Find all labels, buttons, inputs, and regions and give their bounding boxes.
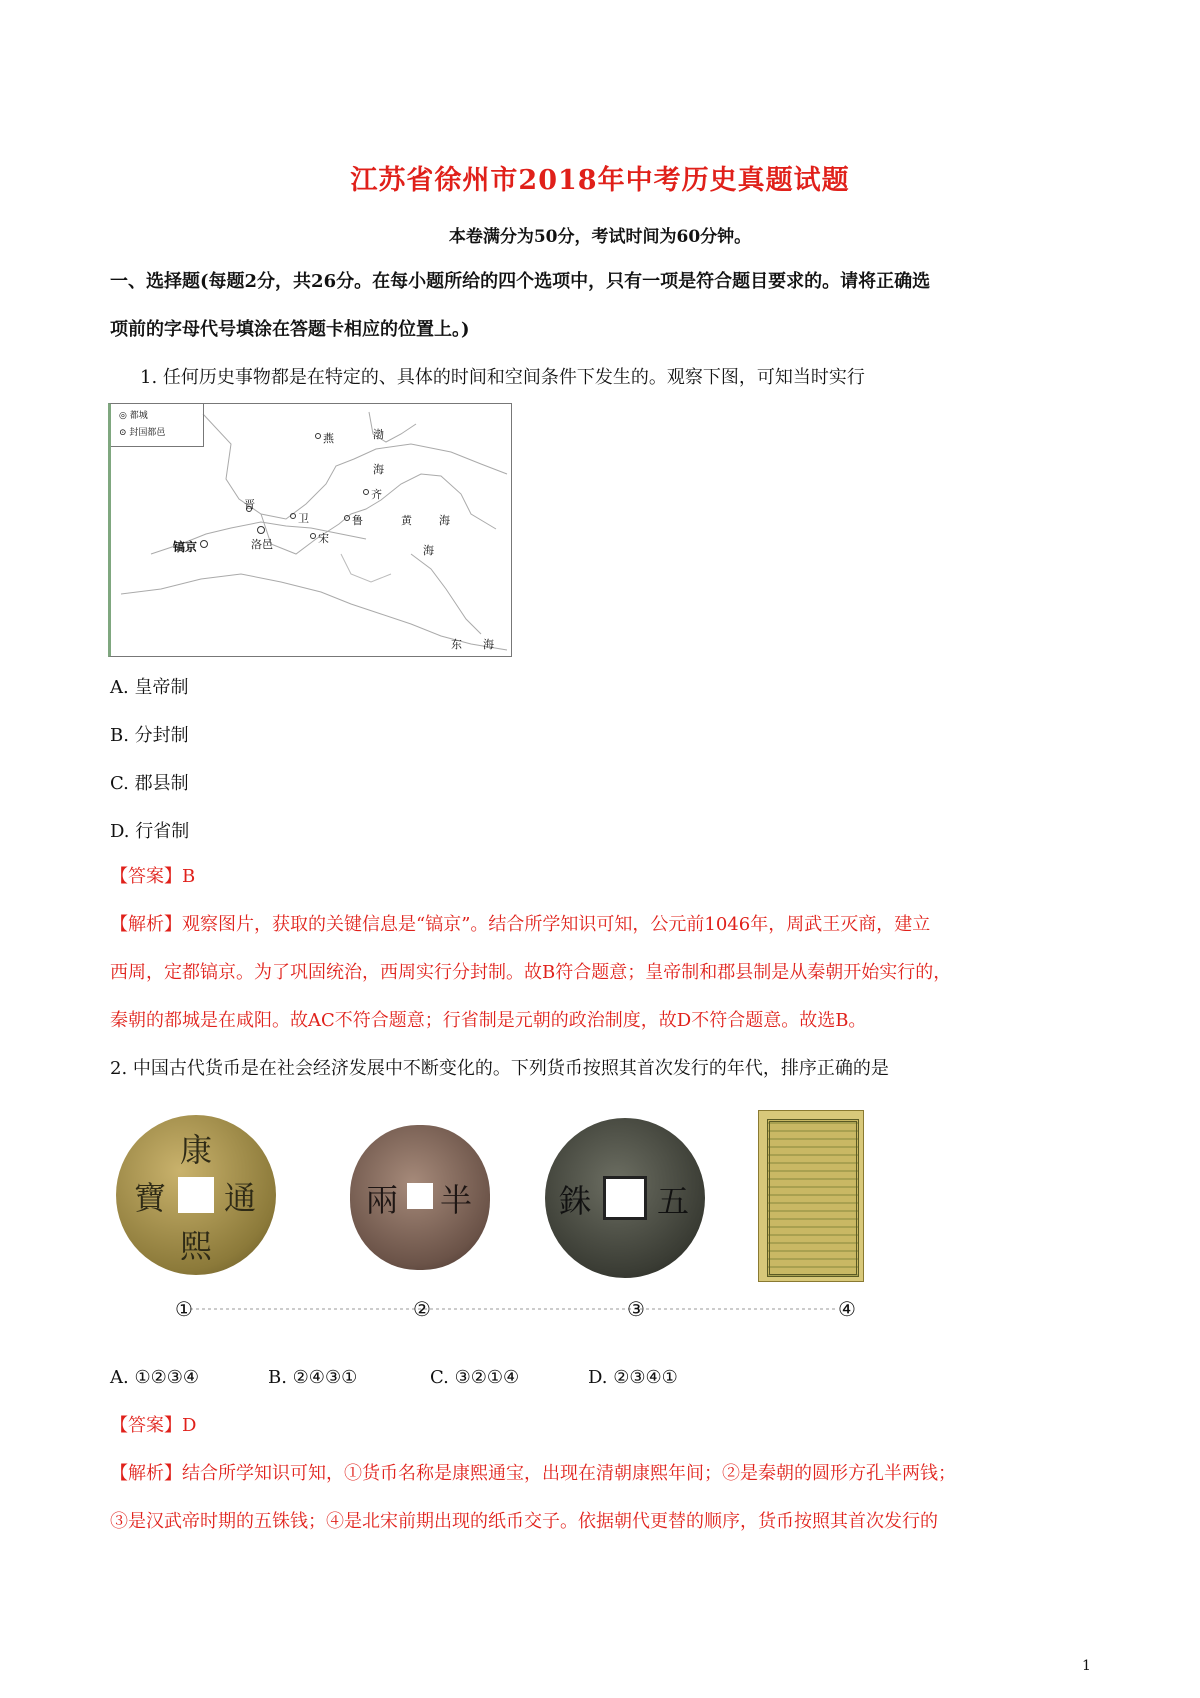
q1-analysis-line-1: 【解析】观察图片，获取的关键信息是“镐京”。结合所学知识可知，公元前1046年，周武王灭商，建立	[110, 914, 931, 935]
coin-char: 銖	[559, 1182, 592, 1220]
image-label-2: ②	[413, 1297, 431, 1321]
map-label: 东	[451, 638, 462, 651]
coin-char: 兩	[366, 1181, 399, 1219]
map-label: 海	[439, 514, 450, 527]
map-label-capital: 镐京	[173, 540, 198, 554]
map-label: 燕	[323, 432, 334, 445]
q2-option-b: B. ②④③①	[268, 1367, 358, 1388]
section-line-2: 项前的字母代号填涂在答题卡相应的位置上。)	[110, 319, 470, 340]
q2-analysis-line-2: ③是汉武帝时期的五铢钱；④是北宋前期出现的纸币交子。依据朝代更替的顺序，货币按照其首次发行的	[110, 1511, 938, 1532]
capital-symbol-icon: ◎	[119, 411, 127, 421]
western-zhou-map	[108, 403, 512, 657]
q2-answer: 【答案】D	[110, 1415, 197, 1436]
section-heading	[110, 258, 1100, 354]
q1-option-d: D. 行省制	[110, 821, 190, 842]
coin-char: 五	[657, 1182, 690, 1220]
q1-option-c: C. 郡县制	[110, 773, 189, 794]
map-label: 海	[483, 638, 494, 651]
q1-analysis-line-2: 西周，定都镐京。为了巩固统治，西周实行分封制。故B符合题意；皇帝制和郡县制是从秦朝开始实行的，	[110, 962, 952, 983]
image-label-1: ①	[175, 1297, 193, 1321]
jiaozi-paper-money-image	[758, 1110, 864, 1282]
q2-analysis-line-1: 【解析】结合所学知识可知，①货币名称是康熙通宝，出现在清朝康熙年间；②是秦朝的圆形方孔半两钱；	[110, 1463, 956, 1484]
wuzhu-coin-image	[545, 1118, 705, 1278]
q1-stem: 1. 任何历史事物都是在特定的、具体的时间和空间条件下发生的。观察下图，可知当时实行	[140, 367, 865, 388]
page-title: 江苏省徐州市2018年中考历史真题试题	[350, 165, 850, 196]
legend-fief-label: 封国都邑	[129, 428, 166, 438]
q1-analysis-line-3: 秦朝的都城是在咸阳。故AC不符合题意；行省制是元朝的政治制度，故D不符合题意。故选B。	[110, 1010, 867, 1031]
image-label-4: ④	[838, 1297, 856, 1321]
kangxi-coin-image	[116, 1115, 276, 1275]
map-label: 鲁	[352, 514, 363, 527]
q2-option-d: D. ②③④①	[588, 1367, 678, 1388]
map-label: 海	[423, 544, 434, 557]
section-line-1: 一、选择题(每题2分，共26分。在每小题所给的四个选项中，只有一项是符合题目要求的。请将正确选	[110, 271, 931, 292]
jiaozi-pattern	[767, 1119, 859, 1277]
coin-char: 熙	[180, 1227, 213, 1265]
coin-hole	[603, 1176, 647, 1220]
map-legend	[111, 404, 204, 447]
coin-char: 半	[440, 1181, 473, 1219]
map-label: 卫	[298, 512, 309, 525]
page-number: 1	[1082, 1658, 1091, 1674]
image-label-3: ③	[627, 1297, 645, 1321]
q2-stem: 2. 中国古代货币是在社会经济发展中不断变化的。下列货币按照其首次发行的年代，排序正确的是	[110, 1058, 889, 1079]
map-label: 渤	[373, 428, 384, 441]
q2-option-a: A. ①②③④	[110, 1367, 199, 1388]
map-label: 黄	[401, 514, 412, 527]
fief-symbol-icon: ⊙	[119, 428, 127, 438]
map-label: 洛邑	[251, 538, 273, 551]
q1-option-a: A. 皇帝制	[110, 677, 189, 698]
exam-info: 本卷满分为50分，考试时间为60分钟。	[448, 227, 752, 247]
coin-char: 康	[180, 1131, 213, 1169]
q2-option-c: C. ③②①④	[430, 1367, 520, 1388]
legend-capital-label: 都城	[129, 411, 148, 421]
coin-char: 通	[224, 1179, 257, 1217]
coin-hole	[407, 1183, 433, 1209]
q1-answer: 【答案】B	[110, 866, 196, 887]
coin-hole	[178, 1177, 214, 1213]
banliang-coin-image	[350, 1125, 490, 1270]
map-label: 海	[373, 463, 384, 476]
map-label: 晋	[244, 498, 255, 511]
map-label: 齐	[371, 488, 382, 501]
image-sequence-line	[170, 1288, 850, 1328]
coin-char: 寶	[134, 1179, 167, 1217]
q1-option-b: B. 分封制	[110, 725, 189, 746]
map-label: 宋	[318, 532, 329, 545]
